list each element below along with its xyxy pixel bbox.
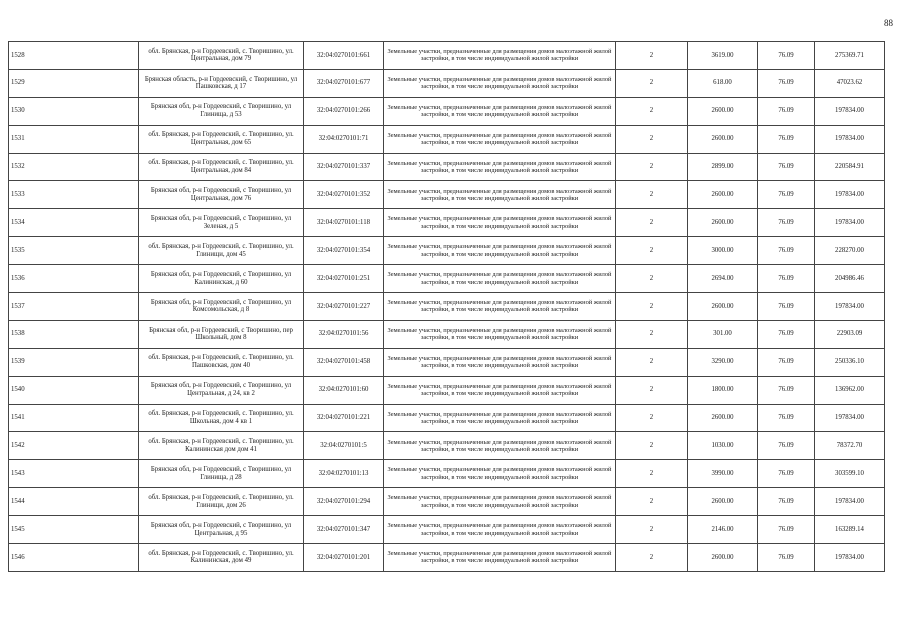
table-row: [9, 348, 885, 376]
specific-value-cell: 76.09: [758, 209, 815, 237]
cadastral-number-cell: 32:04:0270101:347: [304, 516, 384, 544]
area-cell: 2600.00: [688, 97, 758, 125]
cadastral-value-cell: 163289.14: [815, 516, 885, 544]
table-row: [9, 544, 885, 572]
area-cell: 3990.00: [688, 460, 758, 488]
category-cell: 2: [616, 237, 688, 265]
table-row: [9, 69, 885, 97]
category-cell: 2: [616, 153, 688, 181]
cadastral-value-cell: 303599.10: [815, 460, 885, 488]
permitted-use-cell: Земельные участки, предназначенные для размещения домов малоэтажной жилой застройки, в том числе индивидуальной жилой застройки: [384, 376, 616, 404]
row-number-cell: 1533: [9, 181, 139, 209]
category-cell: 2: [616, 69, 688, 97]
permitted-use-cell: Земельные участки, предназначенные для размещения домов малоэтажной жилой застройки, в том числе индивидуальной жилой застройки: [384, 488, 616, 516]
row-number-cell: 1541: [9, 404, 139, 432]
address-cell: обл. Брянская, р-н Гордеевский, с. Творишино, ул. Калининская дом дом 41: [139, 432, 304, 460]
row-number-cell: 1534: [9, 209, 139, 237]
address-cell: обл. Брянская, р-н Гордеевский, с. Творишино, ул. Центральная, дом 84: [139, 153, 304, 181]
row-number-cell: 1543: [9, 460, 139, 488]
row-number-cell: 1540: [9, 376, 139, 404]
table-row: [9, 376, 885, 404]
category-cell: 2: [616, 348, 688, 376]
permitted-use-cell: Земельные участки, предназначенные для размещения домов малоэтажной жилой застройки, в том числе индивидуальной жилой застройки: [384, 516, 616, 544]
cadastral-value-cell: 275369.71: [815, 42, 885, 70]
row-number-cell: 1529: [9, 69, 139, 97]
cadastral-value-cell: 250336.10: [815, 348, 885, 376]
cadastral-value-cell: 197834.00: [815, 125, 885, 153]
area-cell: 2600.00: [688, 181, 758, 209]
table-row: [9, 404, 885, 432]
category-cell: 2: [616, 488, 688, 516]
specific-value-cell: 76.09: [758, 544, 815, 572]
table-row: [9, 488, 885, 516]
category-cell: 2: [616, 125, 688, 153]
table-row: [9, 181, 885, 209]
table-row: [9, 320, 885, 348]
cadastral-number-cell: 32:04:0270101:677: [304, 69, 384, 97]
area-cell: 2600.00: [688, 125, 758, 153]
permitted-use-cell: Земельные участки, предназначенные для размещения домов малоэтажной жилой застройки, в том числе индивидуальной жилой застройки: [384, 97, 616, 125]
row-number-cell: 1536: [9, 265, 139, 293]
table-row: [9, 97, 885, 125]
area-cell: 2600.00: [688, 544, 758, 572]
row-number-cell: 1535: [9, 237, 139, 265]
category-cell: 2: [616, 432, 688, 460]
area-cell: 2600.00: [688, 404, 758, 432]
category-cell: 2: [616, 320, 688, 348]
cadastral-number-cell: 32:04:0270101:352: [304, 181, 384, 209]
category-cell: 2: [616, 265, 688, 293]
address-cell: Брянская обл, р-н Гордеевский, с Творишино, ул Калининская, д 60: [139, 265, 304, 293]
permitted-use-cell: Земельные участки, предназначенные для размещения домов малоэтажной жилой застройки, в том числе индивидуальной жилой застройки: [384, 544, 616, 572]
cadastral-value-cell: 197834.00: [815, 293, 885, 321]
specific-value-cell: 76.09: [758, 42, 815, 70]
table-row: [9, 42, 885, 70]
cadastral-number-cell: 32:04:0270101:60: [304, 376, 384, 404]
category-cell: 2: [616, 544, 688, 572]
permitted-use-cell: Земельные участки, предназначенные для размещения домов малоэтажной жилой застройки, в том числе индивидуальной жилой застройки: [384, 432, 616, 460]
cadastral-number-cell: 32:04:0270101:294: [304, 488, 384, 516]
category-cell: 2: [616, 404, 688, 432]
address-cell: Брянская обл, р-н Гордеевский, с Творишино, пер Школьный, дом 8: [139, 320, 304, 348]
table-row: [9, 432, 885, 460]
cadastral-value-cell: 47023.62: [815, 69, 885, 97]
specific-value-cell: 76.09: [758, 97, 815, 125]
area-cell: 2146.00: [688, 516, 758, 544]
specific-value-cell: 76.09: [758, 293, 815, 321]
area-cell: 3000.00: [688, 237, 758, 265]
page-number: 88: [884, 18, 893, 28]
table-row: [9, 209, 885, 237]
cadastral-number-cell: 32:04:0270101:71: [304, 125, 384, 153]
table-row: [9, 237, 885, 265]
permitted-use-cell: Земельные участки, предназначенные для размещения домов малоэтажной жилой застройки, в том числе индивидуальной жилой застройки: [384, 125, 616, 153]
category-cell: 2: [616, 516, 688, 544]
specific-value-cell: 76.09: [758, 320, 815, 348]
row-number-cell: 1531: [9, 125, 139, 153]
specific-value-cell: 76.09: [758, 237, 815, 265]
permitted-use-cell: Земельные участки, предназначенные для размещения домов малоэтажной жилой застройки, в том числе индивидуальной жилой застройки: [384, 237, 616, 265]
specific-value-cell: 76.09: [758, 460, 815, 488]
cadastral-value-cell: 220584.91: [815, 153, 885, 181]
cadastral-number-cell: 32:04:0270101:227: [304, 293, 384, 321]
category-cell: 2: [616, 460, 688, 488]
cadastral-number-cell: 32:04:0270101:13: [304, 460, 384, 488]
category-cell: 2: [616, 42, 688, 70]
cadastral-value-cell: 197834.00: [815, 544, 885, 572]
area-cell: 1030.00: [688, 432, 758, 460]
address-cell: обл. Брянская, р-н Гордеевский, с. Творишино, ул. Центральная, дом 79: [139, 42, 304, 70]
address-cell: обл. Брянская, р-н Гордеевский, с. Творишино, ул. Калининская, дом 49: [139, 544, 304, 572]
address-cell: Брянская обл, р-н Гордеевский, с Творишино, ул Центральная, д 95: [139, 516, 304, 544]
address-cell: обл. Брянская, р-н Гордеевский, с. Творишино, ул. Глинищи, дом 45: [139, 237, 304, 265]
cadastral-value-cell: 197834.00: [815, 97, 885, 125]
cadastral-number-cell: 32:04:0270101:354: [304, 237, 384, 265]
address-cell: Брянская область, р-н Гордеевский, с Творишино, ул Пашковская, д 17: [139, 69, 304, 97]
specific-value-cell: 76.09: [758, 181, 815, 209]
address-cell: Брянская обл, р-н Гордеевский, с Творишино, ул Центральная, д 24, кв 2: [139, 376, 304, 404]
permitted-use-cell: Земельные участки, предназначенные для размещения домов малоэтажной жилой застройки, в том числе индивидуальной жилой застройки: [384, 153, 616, 181]
table-row: [9, 265, 885, 293]
specific-value-cell: 76.09: [758, 265, 815, 293]
cadastral-value-cell: 197834.00: [815, 404, 885, 432]
area-cell: 1800.00: [688, 376, 758, 404]
cadastral-number-cell: 32:04:0270101:201: [304, 544, 384, 572]
permitted-use-cell: Земельные участки, предназначенные для размещения домов малоэтажной жилой застройки, в том числе индивидуальной жилой застройки: [384, 320, 616, 348]
cadastral-value-cell: 197834.00: [815, 488, 885, 516]
specific-value-cell: 76.09: [758, 125, 815, 153]
area-cell: 3619.00: [688, 42, 758, 70]
row-number-cell: 1546: [9, 544, 139, 572]
cadastral-value-cell: 197834.00: [815, 181, 885, 209]
row-number-cell: 1532: [9, 153, 139, 181]
address-cell: Брянская обл, р-н Гордеевский, с Творишино, ул Центральная, дом 76: [139, 181, 304, 209]
row-number-cell: 1537: [9, 293, 139, 321]
cadastral-number-cell: 32:04:0270101:337: [304, 153, 384, 181]
cadastral-value-cell: 228270.00: [815, 237, 885, 265]
category-cell: 2: [616, 97, 688, 125]
cadastral-number-cell: 32:04:0270101:266: [304, 97, 384, 125]
specific-value-cell: 76.09: [758, 516, 815, 544]
specific-value-cell: 76.09: [758, 153, 815, 181]
cadastral-value-cell: 197834.00: [815, 209, 885, 237]
cadastral-value-cell: 204986.46: [815, 265, 885, 293]
address-cell: Брянская обл, р-н Гордеевский, с Творишино, ул Глинища, д 53: [139, 97, 304, 125]
table-body: [9, 42, 885, 572]
category-cell: 2: [616, 293, 688, 321]
address-cell: Брянская обл, р-н Гордеевский, с Творишино, ул Зеленая, д 5: [139, 209, 304, 237]
cadastral-number-cell: 32:04:0270101:118: [304, 209, 384, 237]
specific-value-cell: 76.09: [758, 376, 815, 404]
cadastral-number-cell: 32:04:0270101:458: [304, 348, 384, 376]
address-cell: обл. Брянская, р-н Гордеевский, с. Творишино, ул. Глинищи, дом 26: [139, 488, 304, 516]
category-cell: 2: [616, 209, 688, 237]
area-cell: 618.00: [688, 69, 758, 97]
area-cell: 2600.00: [688, 293, 758, 321]
specific-value-cell: 76.09: [758, 488, 815, 516]
permitted-use-cell: Земельные участки, предназначенные для размещения домов малоэтажной жилой застройки, в том числе индивидуальной жилой застройки: [384, 348, 616, 376]
table-row: [9, 516, 885, 544]
specific-value-cell: 76.09: [758, 432, 815, 460]
row-number-cell: 1542: [9, 432, 139, 460]
cadastral-value-cell: 136962.00: [815, 376, 885, 404]
cadastral-value-cell: 78372.70: [815, 432, 885, 460]
cadastral-number-cell: 32:04:0270101:56: [304, 320, 384, 348]
table-row: [9, 460, 885, 488]
specific-value-cell: 76.09: [758, 69, 815, 97]
row-number-cell: 1538: [9, 320, 139, 348]
category-cell: 2: [616, 376, 688, 404]
address-cell: обл. Брянская, р-н Гордеевский, с. Творишино, ул. Школьная, дом 4 кв 1: [139, 404, 304, 432]
area-cell: 2899.00: [688, 153, 758, 181]
permitted-use-cell: Земельные участки, предназначенные для размещения домов малоэтажной жилой застройки, в том числе индивидуальной жилой застройки: [384, 209, 616, 237]
permitted-use-cell: Земельные участки, предназначенные для размещения домов малоэтажной жилой застройки, в том числе индивидуальной жилой застройки: [384, 404, 616, 432]
address-cell: обл. Брянская, р-н Гордеевский, с. Творишино, ул. Пашковская, дом 40: [139, 348, 304, 376]
permitted-use-cell: Земельные участки, предназначенные для размещения домов малоэтажной жилой застройки, в том числе индивидуальной жилой застройки: [384, 265, 616, 293]
permitted-use-cell: Земельные участки, предназначенные для размещения домов малоэтажной жилой застройки, в том числе индивидуальной жилой застройки: [384, 69, 616, 97]
table-row: [9, 153, 885, 181]
row-number-cell: 1545: [9, 516, 139, 544]
row-number-cell: 1528: [9, 42, 139, 70]
address-cell: Брянская обл, р-н Гордеевский, с Творишино, ул Глинища, д 28: [139, 460, 304, 488]
cadastral-number-cell: 32:04:0270101:221: [304, 404, 384, 432]
area-cell: 2600.00: [688, 488, 758, 516]
cadastral-number-cell: 32:04:0270101:251: [304, 265, 384, 293]
row-number-cell: 1530: [9, 97, 139, 125]
cadastral-value-table: [8, 41, 885, 572]
address-cell: обл. Брянская, р-н Гордеевский, с. Творишино, ул. Центральная, дом 65: [139, 125, 304, 153]
cadastral-number-cell: 32:04:0270101:5: [304, 432, 384, 460]
specific-value-cell: 76.09: [758, 348, 815, 376]
table-row: [9, 293, 885, 321]
row-number-cell: 1544: [9, 488, 139, 516]
cadastral-value-cell: 22903.09: [815, 320, 885, 348]
specific-value-cell: 76.09: [758, 404, 815, 432]
table-row: [9, 125, 885, 153]
row-number-cell: 1539: [9, 348, 139, 376]
permitted-use-cell: Земельные участки, предназначенные для размещения домов малоэтажной жилой застройки, в том числе индивидуальной жилой застройки: [384, 460, 616, 488]
permitted-use-cell: Земельные участки, предназначенные для размещения домов малоэтажной жилой застройки, в том числе индивидуальной жилой застройки: [384, 181, 616, 209]
permitted-use-cell: Земельные участки, предназначенные для размещения домов малоэтажной жилой застройки, в том числе индивидуальной жилой застройки: [384, 42, 616, 70]
permitted-use-cell: Земельные участки, предназначенные для размещения домов малоэтажной жилой застройки, в том числе индивидуальной жилой застройки: [384, 293, 616, 321]
address-cell: Брянская обл, р-н Гордеевский, с Творишино, ул Комсомольская, д 8: [139, 293, 304, 321]
area-cell: 2694.00: [688, 265, 758, 293]
area-cell: 2600.00: [688, 209, 758, 237]
cadastral-number-cell: 32:04:0270101:661: [304, 42, 384, 70]
area-cell: 301.00: [688, 320, 758, 348]
area-cell: 3290.00: [688, 348, 758, 376]
category-cell: 2: [616, 181, 688, 209]
